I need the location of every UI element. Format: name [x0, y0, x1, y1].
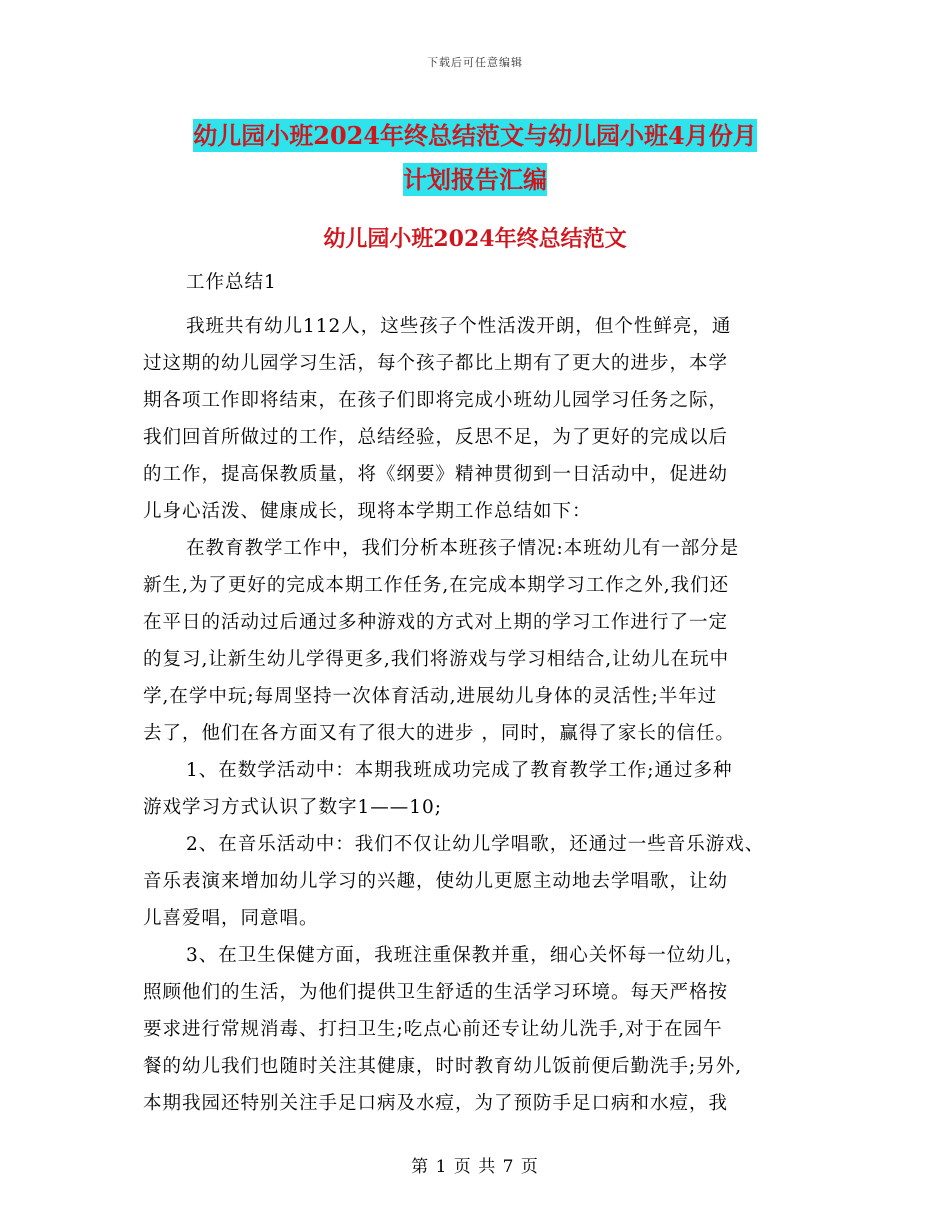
text-line: 要求进行常规消毒、打扫卫生;吃点心前还专让幼儿洗手,对于在园午: [143, 1019, 723, 1040]
document-title-line-2: 计划报告汇编: [403, 165, 547, 194]
document-title-line-1: 幼儿园小班2024年终总结范文与幼儿园小班4月份月: [193, 121, 757, 150]
text-line: 我班共有幼儿112人，这些孩子个性活泼开朗，但个性鲜亮，通: [186, 316, 732, 337]
text-line: 期各项工作即将结束，在孩子们即将完成小班幼儿园学习任务之际，: [143, 390, 729, 411]
text-line: 餐的幼儿我们也随时关注其健康，时时教育幼儿饭前便后勤洗手;另外,: [143, 1056, 743, 1077]
text-line: 儿喜爱唱，同意唱。: [143, 908, 319, 929]
page-footer: 第 1 页 共 7 页: [411, 1157, 539, 1177]
text-line: 1、在数学活动中：本期我班成功完成了教育教学工作;通过多种: [186, 760, 733, 781]
text-line: 游戏学习方式认识了数字1——10;: [143, 797, 443, 818]
text-line: 3、在卫生保健方面，我班注重保教并重，细心关怀每一位幼儿，: [186, 945, 745, 966]
text-line: 在教育教学工作中，我们分析本班孩子情况:本班幼儿有一部分是: [186, 538, 740, 559]
text-line: 学,在学中玩;每周坚持一次体育活动,进展幼儿身体的灵活性;半年过: [143, 686, 718, 707]
text-line: 照顾他们的生活，为他们提供卫生舒适的生活学习环境。每天严格按: [143, 982, 729, 1003]
text-line: 音乐表演来增加幼儿学习的兴趣，使幼儿更愿主动地去学唱歌，让幼: [143, 871, 729, 892]
text-line: 本期我园还特别关注手足口病及水痘，为了预防手足口病和水痘，我: [143, 1093, 729, 1114]
text-line: 在平日的活动过后通过多种游戏的方式对上期的学习工作进行了一定: [143, 612, 729, 633]
text-line: 新生,为了更好的完成本期工作任务,在完成本期学习工作之外,我们还: [143, 575, 730, 596]
text-line: 的工作，提高保教质量，将《纲要》精神贯彻到一日活动中，促进幼: [143, 464, 729, 485]
text-line: 的复习,让新生幼儿学得更多,我们将游戏与学习相结合,让幼儿在玩中: [143, 649, 730, 670]
text-line: 2、在音乐活动中：我们不仅让幼儿学唱歌，还通过一些音乐游戏、: [186, 834, 765, 855]
header-note: 下载后可任意编辑: [427, 56, 523, 69]
text-line: 过这期的幼儿园学习生活，每个孩子都比上期有了更大的进步，本学: [143, 353, 729, 374]
section-title: 幼儿园小班2024年终总结范文: [323, 226, 627, 252]
text-line: 儿身心活泼、健康成长，现将本学期工作总结如下：: [143, 501, 592, 522]
text-line: 去了，他们在各方面又有了很大的进步 ，同时，赢得了家长的信任。: [143, 723, 735, 744]
text-line: 我们回首所做过的工作，总结经验，反思不足，为了更好的完成以后: [143, 427, 729, 448]
text-line: 工作总结1: [186, 272, 277, 293]
